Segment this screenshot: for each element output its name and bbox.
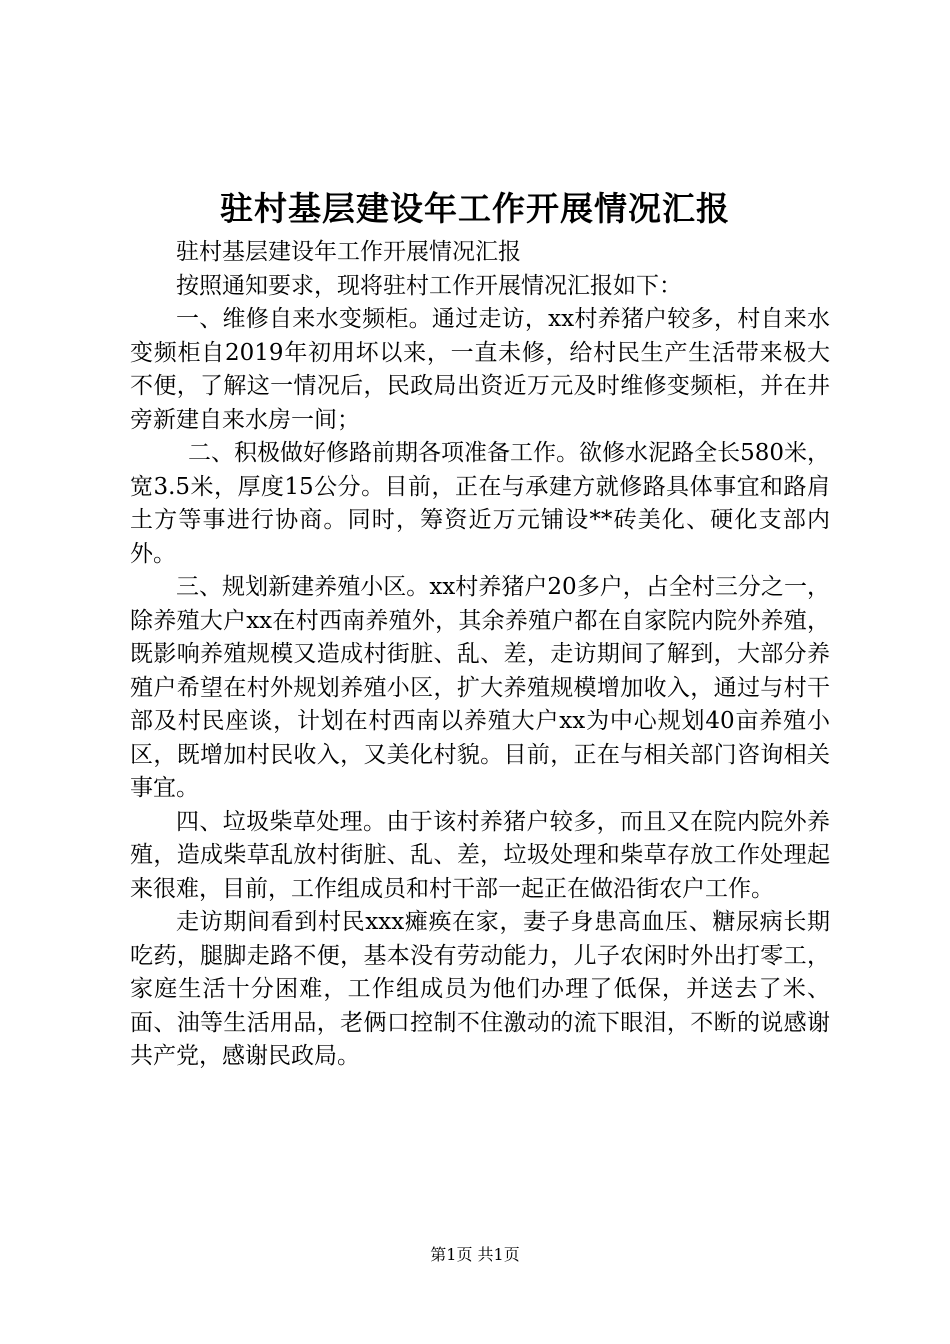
- document-body: [130, 236, 830, 1074]
- paragraph-item-2: 二、积极做好修路前期各项准备工作。欲修水泥路全长580米，宽3.5米，厚度15公分。目前，正在与承建方就修路具体事宜和路肩土方等事进行协商。同时，筹资近万元铺设**砖美化、硬化支部内外。: [130, 440, 830, 567]
- paragraph-item-1: 一、维修自来水变频柜。通过走访，xx村养猪户较多，村自来水变频柜自2019年初用坏以来，一直未修，给村民生产生活带来极大不便，了解这一情况后，民政局出资近万元及时维修变频柜，并在井旁新建自来水房一间；: [130, 306, 830, 433]
- paragraph-intro: 按照通知要求，现将驻村工作开展情况汇报如下：: [176, 272, 682, 299]
- page-footer: 第1页 共1页: [430, 1245, 520, 1264]
- paragraph-closing: 走访期间看到村民xxx瘫痪在家，妻子身患高血压、糖尿病长期吃药，腿脚走路不便，基本没有劳动能力，儿子农闲时外出打零工，家庭生活十分困难，工作组成员为他们办理了低保，并送去了米、面、油等生活用品，老俩口控制不住激动的流下眼泪，不断的说感谢共产党，感谢民政局。: [130, 909, 830, 1069]
- paragraph-item-4: 四、垃圾柴草处理。由于该村养猪户较多，而且又在院内院外养殖，造成柴草乱放村街脏、乱、差，垃圾处理和柴草存放工作处理起来很难，目前，工作组成员和村干部一起正在做沿街农户工作。: [130, 808, 830, 902]
- paragraph-subtitle: 驻村基层建设年工作开展情况汇报: [176, 239, 521, 265]
- document-title: 驻村基层建设年工作开展情况汇报: [220, 189, 730, 228]
- paragraph-item-3: 三、规划新建养殖小区。xx村养猪户20多户，占全村三分之一，除养殖大户xx在村西南养殖外，其余养殖户都在自家院内院外养殖，既影响养殖规模又造成村街脏、乱、差，走访期间了解到，大部分养殖户希望在村外规划养殖小区，扩大养殖规模增加收入，通过与村干部及村民座谈，计划在村西南以养殖大户xx为中心规划40亩养殖小区，既增加村民收入，又美化村貌。目前，正在与相关部门咨询相关事宜。: [130, 574, 830, 801]
